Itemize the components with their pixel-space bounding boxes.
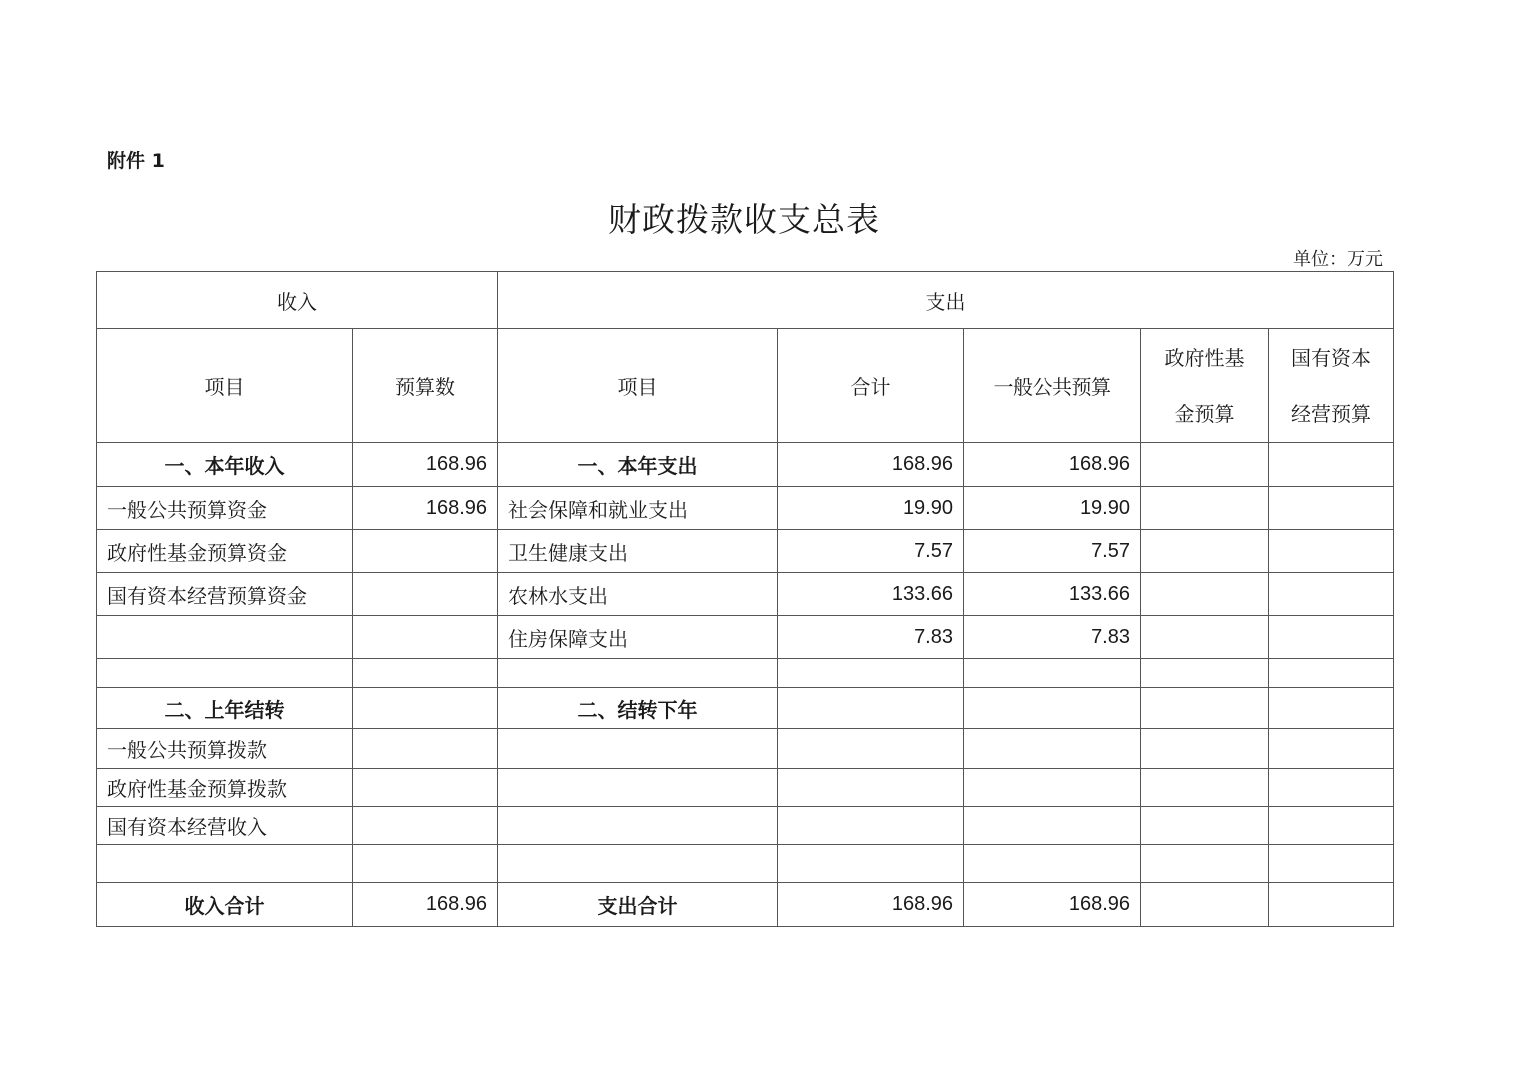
expense-state <box>1269 573 1394 616</box>
income-item: 二、上年结转 <box>97 688 353 729</box>
expense-fund <box>1141 688 1269 729</box>
income-value <box>353 616 498 659</box>
income-item: 一、本年收入 <box>97 443 353 487</box>
attachment-label: 附件 1 <box>107 150 165 172</box>
expense-total <box>778 659 964 688</box>
expense-general <box>964 845 1141 883</box>
expense-total-header: 合计 <box>778 329 964 443</box>
expense-general <box>964 729 1141 769</box>
expense-total: 168.96 <box>778 443 964 487</box>
expense-fund <box>1141 487 1269 530</box>
fund-budget-header-line1: 政府性基 <box>1164 345 1245 370</box>
income-value <box>353 530 498 573</box>
table-row <box>97 659 1394 688</box>
expense-total: 168.96 <box>778 883 964 927</box>
expense-total: 7.83 <box>778 616 964 659</box>
expense-item: 一、本年支出 <box>498 443 778 487</box>
expense-general: 7.57 <box>964 530 1141 573</box>
table-row <box>97 769 1394 807</box>
expense-total <box>778 729 964 769</box>
expense-fund <box>1141 845 1269 883</box>
income-item <box>97 845 353 883</box>
expense-item: 二、结转下年 <box>498 688 778 729</box>
expense-fund <box>1141 729 1269 769</box>
table-row <box>97 616 1394 659</box>
expense-fund <box>1141 883 1269 927</box>
table-row <box>97 729 1394 769</box>
expense-general: 168.96 <box>964 443 1141 487</box>
expense-item: 支出合计 <box>498 883 778 927</box>
expense-item: 住房保障支出 <box>498 616 778 659</box>
expense-fund <box>1141 807 1269 845</box>
expense-fund <box>1141 659 1269 688</box>
fund-budget-header <box>1141 329 1269 443</box>
expense-fund <box>1141 530 1269 573</box>
expense-state <box>1269 616 1394 659</box>
expense-total: 133.66 <box>778 573 964 616</box>
expense-state <box>1269 688 1394 729</box>
state-capital-header-line2: 经营预算 <box>1291 401 1372 426</box>
expense-item <box>498 807 778 845</box>
income-item: 国有资本经营预算资金 <box>97 573 353 616</box>
expense-state <box>1269 769 1394 807</box>
expense-state <box>1269 883 1394 927</box>
expense-total <box>778 845 964 883</box>
table-row <box>97 688 1394 729</box>
expense-item <box>498 729 778 769</box>
expense-state <box>1269 807 1394 845</box>
income-value <box>353 688 498 729</box>
expense-general <box>964 659 1141 688</box>
expense-fund <box>1141 616 1269 659</box>
income-item: 政府性基金预算资金 <box>97 530 353 573</box>
income-value <box>353 769 498 807</box>
expense-state <box>1269 845 1394 883</box>
expense-fund <box>1141 573 1269 616</box>
income-item: 一般公共预算资金 <box>97 487 353 530</box>
expense-general <box>964 807 1141 845</box>
income-value <box>353 729 498 769</box>
income-item <box>97 616 353 659</box>
expense-state <box>1269 530 1394 573</box>
expense-general: 19.90 <box>964 487 1141 530</box>
expense-general: 7.83 <box>964 616 1141 659</box>
expense-total <box>778 769 964 807</box>
income-value <box>353 573 498 616</box>
fund-budget-header-line2: 金预算 <box>1174 401 1235 426</box>
table-row <box>97 883 1394 927</box>
page-title: 财政拨款收支总表 <box>608 200 880 239</box>
expense-total: 19.90 <box>778 487 964 530</box>
expense-general <box>964 769 1141 807</box>
state-capital-header <box>1269 329 1394 443</box>
income-value: 168.96 <box>353 883 498 927</box>
expense-general: 168.96 <box>964 883 1141 927</box>
income-value <box>353 659 498 688</box>
income-item-header: 项目 <box>97 329 353 443</box>
income-value: 168.96 <box>353 487 498 530</box>
income-item: 政府性基金预算拨款 <box>97 769 353 807</box>
unit-label: 单位：万元 <box>1293 249 1383 270</box>
table-row <box>97 845 1394 883</box>
income-value <box>353 845 498 883</box>
table-row <box>97 530 1394 573</box>
expense-general <box>964 688 1141 729</box>
expense-fund <box>1141 443 1269 487</box>
expense-header: 支出 <box>498 272 1394 329</box>
income-value <box>353 807 498 845</box>
expense-total: 7.57 <box>778 530 964 573</box>
expense-total <box>778 807 964 845</box>
income-header: 收入 <box>97 272 498 329</box>
expense-item <box>498 769 778 807</box>
income-item: 国有资本经营收入 <box>97 807 353 845</box>
expense-item: 农林水支出 <box>498 573 778 616</box>
expense-item: 卫生健康支出 <box>498 530 778 573</box>
table-row <box>97 487 1394 530</box>
income-item <box>97 659 353 688</box>
expense-fund <box>1141 769 1269 807</box>
expense-state <box>1269 443 1394 487</box>
expense-item <box>498 845 778 883</box>
income-budget-header: 预算数 <box>353 329 498 443</box>
income-item: 收入合计 <box>97 883 353 927</box>
expense-item <box>498 659 778 688</box>
expense-total <box>778 688 964 729</box>
expense-state <box>1269 659 1394 688</box>
header-row-group <box>97 272 1394 329</box>
income-value: 168.96 <box>353 443 498 487</box>
table-row <box>97 573 1394 616</box>
general-budget-header: 一般公共预算 <box>964 329 1141 443</box>
state-capital-header-line1: 国有资本 <box>1291 345 1372 370</box>
header-row-columns <box>97 329 1394 443</box>
expense-item-header: 项目 <box>498 329 778 443</box>
expense-state <box>1269 487 1394 530</box>
expense-general: 133.66 <box>964 573 1141 616</box>
table-row <box>97 443 1394 487</box>
expense-state <box>1269 729 1394 769</box>
table-row <box>97 807 1394 845</box>
income-item: 一般公共预算拨款 <box>97 729 353 769</box>
expense-item: 社会保障和就业支出 <box>498 487 778 530</box>
budget-table <box>96 271 1394 927</box>
